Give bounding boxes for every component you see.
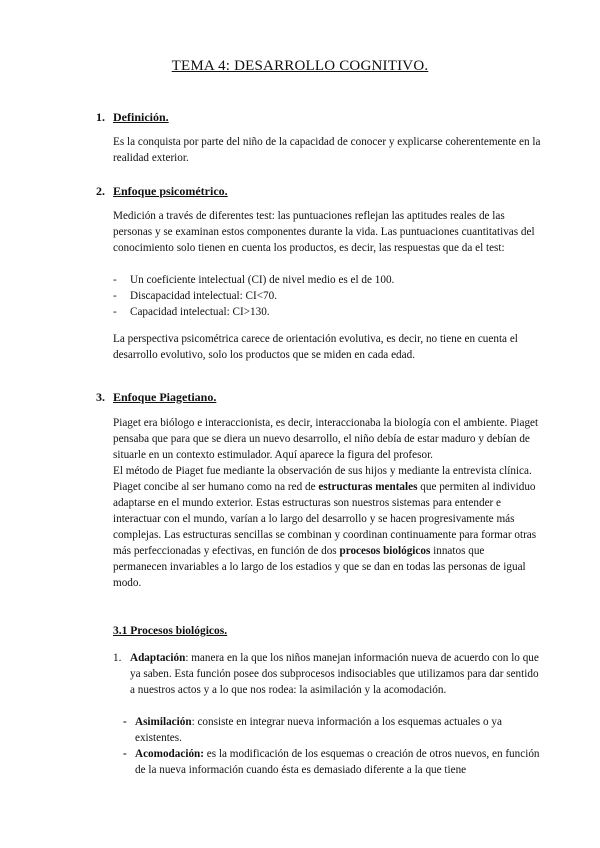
- subsection-heading: 3.1 Procesos biológicos.: [113, 625, 228, 637]
- document-page: TEMA 4: DESARROLLO COGNITIVO. 1. Definición. Es la conquista por parte del niño de la capacidad de conocer y explicarse coherentemente en la realidad exterior. 2. Enfoque psicométrico. Medición a través de diferentes test: las puntuaciones reflejan las aptitudes reales de las personas y se examinan estos componentes durante la vida. Las puntuaciones cuantitativas del conocimiento solo tienen en cuenta los productos, es decir, las respuestas que da el test: - Un coeficiente intelectual (CI) de nivel medio es el de 100. - Discapacidad intelectual: CI<70. - Capacidad intelectual: CI>130. La perspectiva psicométrica carece de orientación evolutiva, es decir, no tiene en cuenta el desarrollo evolutivo, solo los productos que se miden en cada edad. 3. Enfoque Piagetiano. Piaget era biólogo e interaccionista, es decir, interaccionaba la biología con el ambiente. Piaget pensaba que para que se diera un nuevo desarrollo, el niño debía de estar maduro y debían de situarle en un contexto estimulador. Aquí aparece la figura del profesor. El método de Piaget fue mediante la observación de sus hijos y mediante la entrevista clínica. Piaget concibe al ser humano como na red de estructuras mentales que permiten al individuo adaptarse en el mundo exterior. Estas estructuras son nuestros sistemas para entender e interactuar con el mundo, varían a lo largo del desarrollo y se hacen progresivamente más complejas. Las estructuras sencillas se combinan y coordinan continuamente para formar otras más perfeccionadas y efectivas, en función de dos procesos biológicos innatos que permanecen invariables a lo largo de los estadios y que se dan en todas las personas de igual modo. 3.1 Procesos biológicos. 1. Adaptación: manera en la que los niños manejan información nueva de acuerdo con lo que ya saben. Esta función posee dos subprocesos indisociables que utilizamos para dar sentido a nuestros actos y a lo que nos rodea: la asimilación y la acomodación. - Asimilación: consiste en integrar nueva información a los esquemas actuales o ya existentes. - Acomodación: es la modificación de los esquemas o creación de otros nuevos, en función de la nueva información cuando ésta es demasiado diferente a la que tiene: [0, 0, 600, 848]
- numbered-item: 1. Adaptación: manera en la que los niños manejan información nueva de acuerdo con lo que ya saben. Esta función posee dos subprocesos indisociables que utilizamos para dar sentido a nuestros actos y a lo que nos rodea: la asimilación y la acomodación.: [113, 652, 539, 696]
- page-title: TEMA 4: DESARROLLO COGNITIVO.: [171, 58, 429, 74]
- bullet-item: - Acomodación: es la modificación de los esquemas o creación de otros nuevos, en función de la nueva información cuando ésta es demasiado diferente a la que tiene: [123, 748, 540, 776]
- section-1-heading: 1. Definición.: [96, 110, 169, 124]
- section-2-outro: La perspectiva psicométrica carece de orientación evolutiva, es decir, no tiene en cuenta el desarrollo evolutivo, solo los productos que se miden en cada edad.: [113, 333, 518, 361]
- section-2-heading: 2. Enfoque psicométrico.: [96, 184, 228, 198]
- section-3-heading: 3. Enfoque Piagetiano.: [96, 390, 217, 404]
- bullet-item: - Asimilación: consiste en integrar nueva información a los esquemas actuales o ya existentes.: [123, 716, 502, 744]
- section-2-intro: Medición a través de diferentes test: las puntuaciones reflejan las aptitudes reales de las personas y se examinan estos componentes durante la vida. Las puntuaciones cuantitativas del conocimiento solo tienen en cuenta los productos, es decir, las respuestas que da el test:: [113, 210, 535, 254]
- section-3-paragraph: Piaget era biólogo e interaccionista, es decir, interaccionaba la biología con el ambiente. Piaget pensaba que para que se diera un nuevo desarrollo, el niño debía de estar maduro y debían de situarle en un contexto estimulador. Aquí aparece la figura del profesor. El método de Piaget fue mediante la observación de sus hijos y mediante la entrevista clínica. Piaget concibe al ser humano como na red de estructuras mentales que permiten al individuo adaptarse en el mundo exterior. Estas estructuras son nuestros sistemas para entender e interactuar con el mundo, varían a lo largo del desarrollo y se hacen progresivamente más complejas. Las estructuras sencillas se combinan y coordinan continuamente para formar otras más perfeccionadas y efectivas, en función de dos procesos biológicos innatos que permanecen invariables a lo largo de los estadios y que se dan en todas las personas de igual modo.: [113, 417, 539, 589]
- section-1-text: Es la conquista por parte del niño de la capacidad de conocer y explicarse coherentemente en la realidad exterior.: [113, 136, 541, 164]
